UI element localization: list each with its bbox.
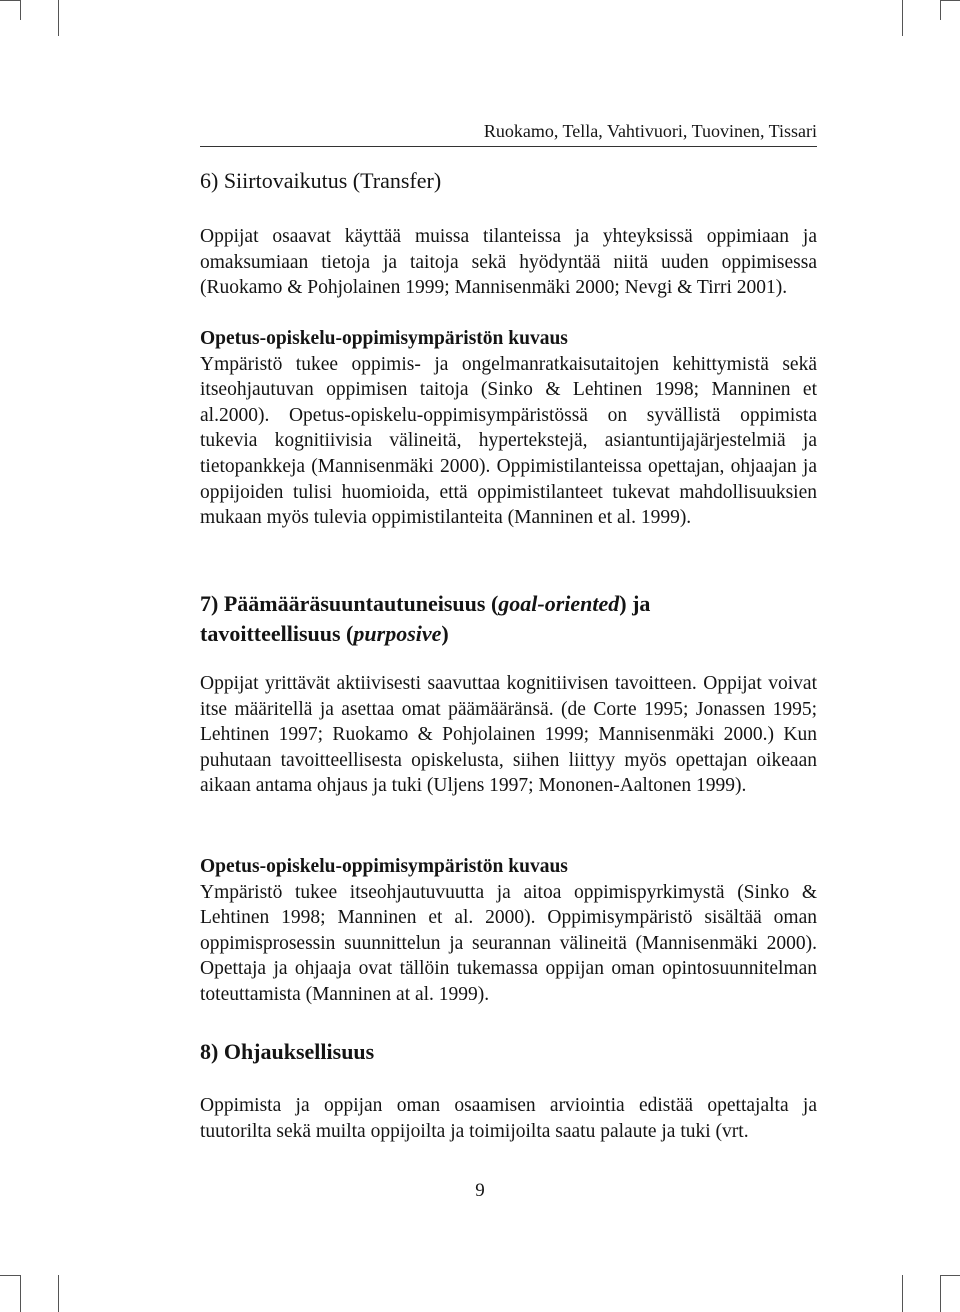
crop-mark [940, 0, 960, 1]
section-7-block-2 [200, 854, 817, 1008]
section-6-subheading: Opetus-opiskelu-oppimisympäristön kuvaus [200, 328, 568, 349]
crop-mark [0, 0, 20, 1]
section-6-heading: 6) Siirtovaikutus (Transfer) [200, 168, 442, 193]
section-7-heading [200, 589, 650, 649]
section-7-subheading: Opetus-opiskelu-oppimisympäristön kuvaus [200, 856, 568, 877]
crop-mark [20, 0, 21, 20]
crop-mark [940, 0, 941, 20]
crop-mark [20, 1275, 21, 1312]
crop-mark [58, 0, 59, 36]
section-7-heading-text: ) [441, 621, 449, 646]
section-6-paragraph-1: Oppijat osaavat käyttää muissa tilanteissa ja yhteyksissä oppimiaan ja omaksumiaan tietoja ja taitoja sekä hyödyntää niitä uuden oppimisessa (Ruokamo & Pohjolainen 1999; Mannisenmäki 2000; Nevgi & Tirri 2001). [200, 226, 817, 299]
section-7-heading-text: ) ja [619, 591, 651, 616]
section-7-heading-text: tavoitteellisuus ( [200, 621, 354, 646]
section-7-heading-text: 7) Päämääräsuuntautuneisuus ( [200, 591, 499, 616]
crop-mark [902, 1275, 903, 1312]
crop-mark [940, 1275, 941, 1312]
crop-mark [940, 1275, 960, 1276]
section-8-heading: 8) Ohjauksellisuus [200, 1039, 375, 1064]
section-8-paragraph-1: Oppimista ja oppijan oman osaamisen arviointia edistää opettajalta ja tuutorilta sekä muilta oppijoilta ja toimijoilta saatu palaute ja tuki (vrt. [200, 1095, 817, 1142]
section-7-heading-italic: purposive [353, 621, 442, 646]
crop-mark [58, 1275, 59, 1312]
section-7-heading-italic: goal-oriented [498, 591, 620, 616]
section-7-paragraph-1: Oppijat yrittävät aktiivisesti saavuttaa kognitiivisen tavoitteen. Oppijat voivat itse määritellä ja asettaa omat päämääränsä. (de Corte 1995; Jonassen 1995; Lehtinen 1997; Ruokamo & Pohjolainen 1999; Mannisenmäki 2000.) Kun puhutaan tavoitteellisesta opiskelusta, siihen liittyy myös opettajan oikeaan aikaan antama ohjaus ja tuki (Uljens 1997; Mononen-Aaltonen 1999). [200, 673, 817, 797]
page-number: 9 [475, 1180, 485, 1201]
section-6-paragraph-2: Ympäristö tukee oppimis- ja ongelmanratkaisutaitojen kehittymistä sekä itseohjautuvan oppimisen taitoja (Sinko & Lehtinen 1998; Manninen et al.2000). Opetus-opiskelu-oppimisympäristössä on syvällistä oppimista tukevia kognitiivisia välineitä, hypertekstejä, asiantuntijajärjestelmiä ja tietopankkeja (Mannisenmäki 2000). Oppimistilanteissa opettajan, ohjaajan ja oppijoiden tulisi huomioida, että oppimistilanteet tukevat mahdollisuuksien mukaan myös tulevia oppimistilanteita (Manninen et al. 1999). [200, 353, 817, 529]
crop-mark [0, 1275, 20, 1276]
section-6-block-2 [200, 326, 817, 531]
running-header: Ruokamo, Tella, Vahtivuori, Tuovinen, Tissari [200, 120, 817, 147]
section-7-paragraph-2: Ympäristö tukee itseohjautuvuutta ja aitoa oppimispyrkimystä (Sinko & Lehtinen 1998; Manninen et al. 2000). Oppimisympäristö sisältää oman oppimisprosessin suunnittelun ja seurannan välineitä (Mannisenmäki 2000). Opettaja ja ohjaaja ovat tällöin tukemassa oppijan oman opintosuunnitelman toteuttamista (Manninen at al. 1999). [200, 881, 817, 1005]
crop-mark [902, 0, 903, 36]
